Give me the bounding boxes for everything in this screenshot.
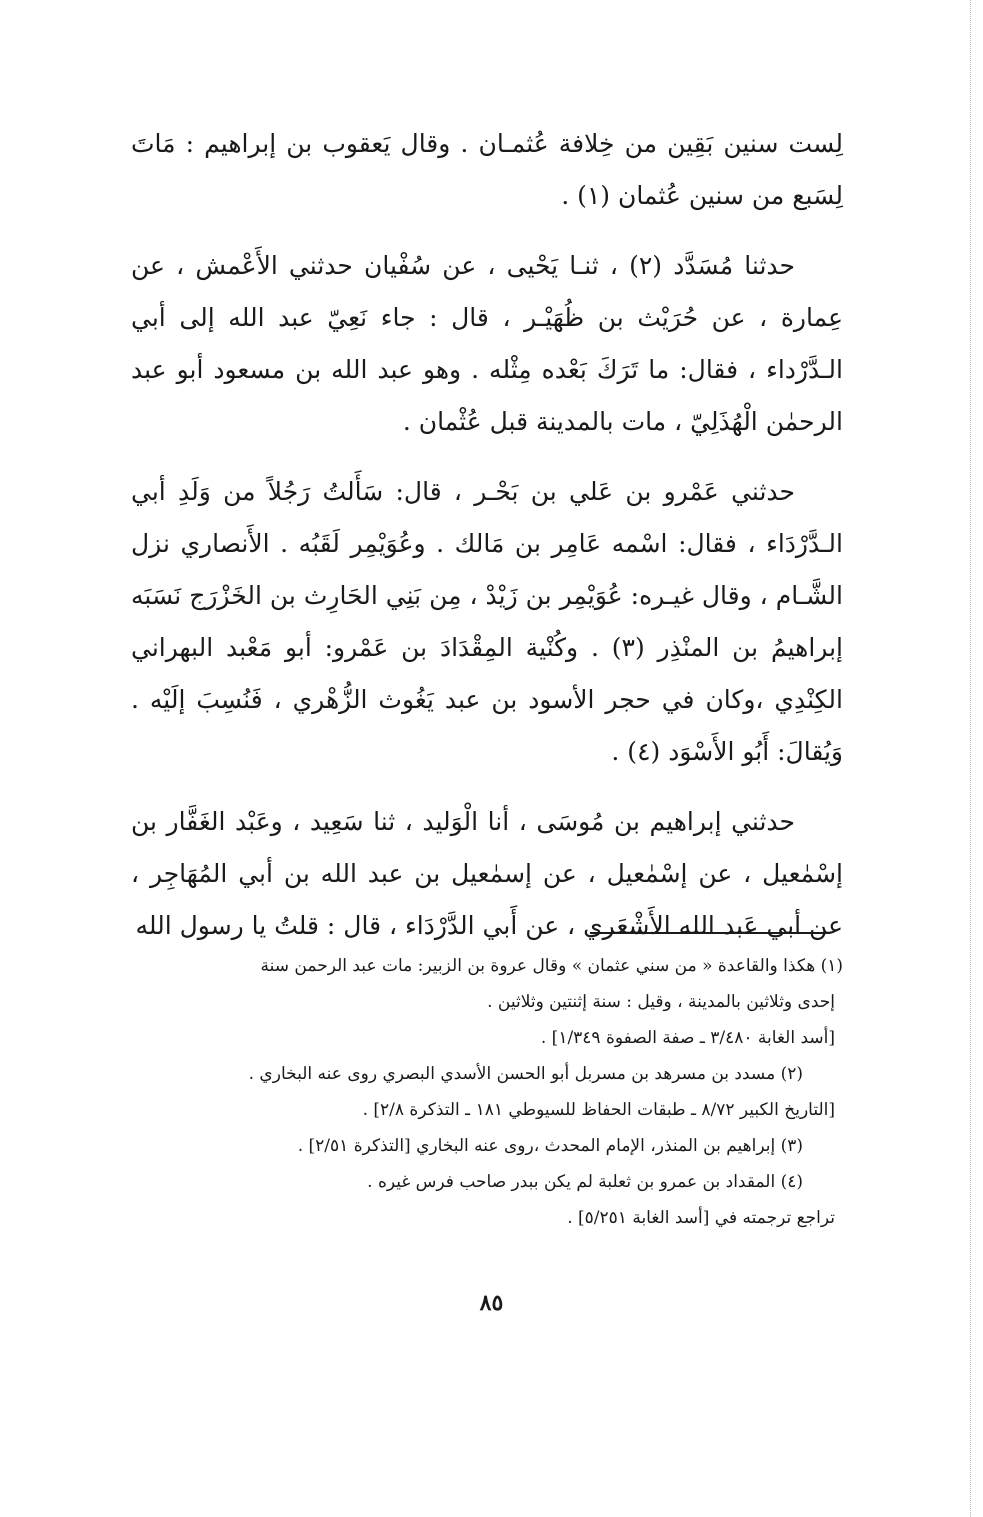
paragraph-2: حدثنا مُسَدَّد (٢) ، ثنـا يَحْيى ، عن سُفْيان حدثني الأَعْمش ، عن عِمارة ، عن حُرَيْث بن ظُهَيْـر ، قال : جاء نَعِيّ عبد الله إلى أبي الـدَّرْداء ، فقال: ما تَرَكَ بَعْده مِثْله . وهو عبد الله بن مسعود أبو عبد الرحمٰن الْهُذَلِيّ ، مات بالمدينة قبل عُثْمان .: [131, 251, 843, 436]
footnote-1: (١) هكذا والقاعدة « من سني عثمان » وقال عروة بن الزبير: مات عبد الرحمن سنة: [260, 956, 843, 976]
main-text-body: [131, 118, 843, 970]
footnotes-section: [120, 950, 843, 1238]
paragraph-4: حدثني إبراهيم بن مُوسَى ، أنا الْوَليد ، ثنا سَعِيد ، وعَبْد الغَفَّار بن إسْمٰعيل ، عن إسْمٰعيل ، عن إسمٰعيل بن عبد الله بن أبي المُهَاجِر ، عن أبي عَبد الله الأَشْعَري ، عن أَبي الدَّرْدَاء ، قال : قلتُ يا رسول الله: [131, 807, 843, 940]
footnote-4-reference: تراجع ترجمته في [أسد الغابة ٥/٢٥١] .: [567, 1208, 835, 1228]
footnote-2-reference: [التاريخ الكبير ٨/٧٢ ـ طبقات الحفاظ للسيوطي ١٨١ ـ التذكرة ٢/٨] .: [362, 1100, 835, 1120]
footnote-4: (٤) المقداد بن عمرو بن ثعلبة لم يكن ببدر صاحب فرس غيره .: [367, 1172, 803, 1192]
paragraph-1: لِست سنين بَقِين من خِلافة عُثمـان . وقال يَعقوب بن إبراهيم : مَاتَ لِسَبع من سنين عُثمان (١) .: [131, 129, 843, 210]
paragraph-3: حدثني عَمْرو بن عَلي بن بَحْـر ، قال: سَأَلتُ رَجُلاً من وَلَدِ أبي الـدَّرْدَاء ، فقال: اسْمه عَامِر بن مَالك . وعُوَيْمِر لَقَبُه . الأَنصاري نزل الشَّـام ، وقال غيـره: عُوَيْمِر بن زَيْدْ ، مِن بَنِي الحَارِث بن الخَزْرَج نَسَبَه إبراهيمُ بن المنْذِر (٣) . وكُنْية المِقْدَادَ بن عَمْرو: أبو مَعْبد البهراني الكِنْدِي ،وكان في حجر الأسود بن عبد يَغُوث الزُّهْري ، فَنُسِبَ إلَيْه . وَيُقالَ: أَبُو الأَسْوَد (٤) .: [131, 477, 843, 766]
footnote-separator: [590, 932, 826, 934]
footnote-1-continued: إحدى وثلاثين بالمدينة ، وقيل : سنة إثنتين وثلاثين .: [487, 992, 835, 1012]
footnote-1-reference: [أسد الغابة ٣/٤٨٠ ـ صفة الصفوة ١/٣٤٩] .: [540, 1028, 835, 1048]
footnote-3: (٣) إبراهيم بن المنذر، الإمام المحدث ،روى عنه البخاري [التذكرة ٢/٥١] .: [297, 1136, 803, 1156]
footnote-2: (٢) مسدد بن مسرهد بن مسربل أبو الحسن الأسدي البصري روى عنه البخاري .: [248, 1064, 803, 1084]
page-number: ٨٥: [479, 1290, 504, 1316]
